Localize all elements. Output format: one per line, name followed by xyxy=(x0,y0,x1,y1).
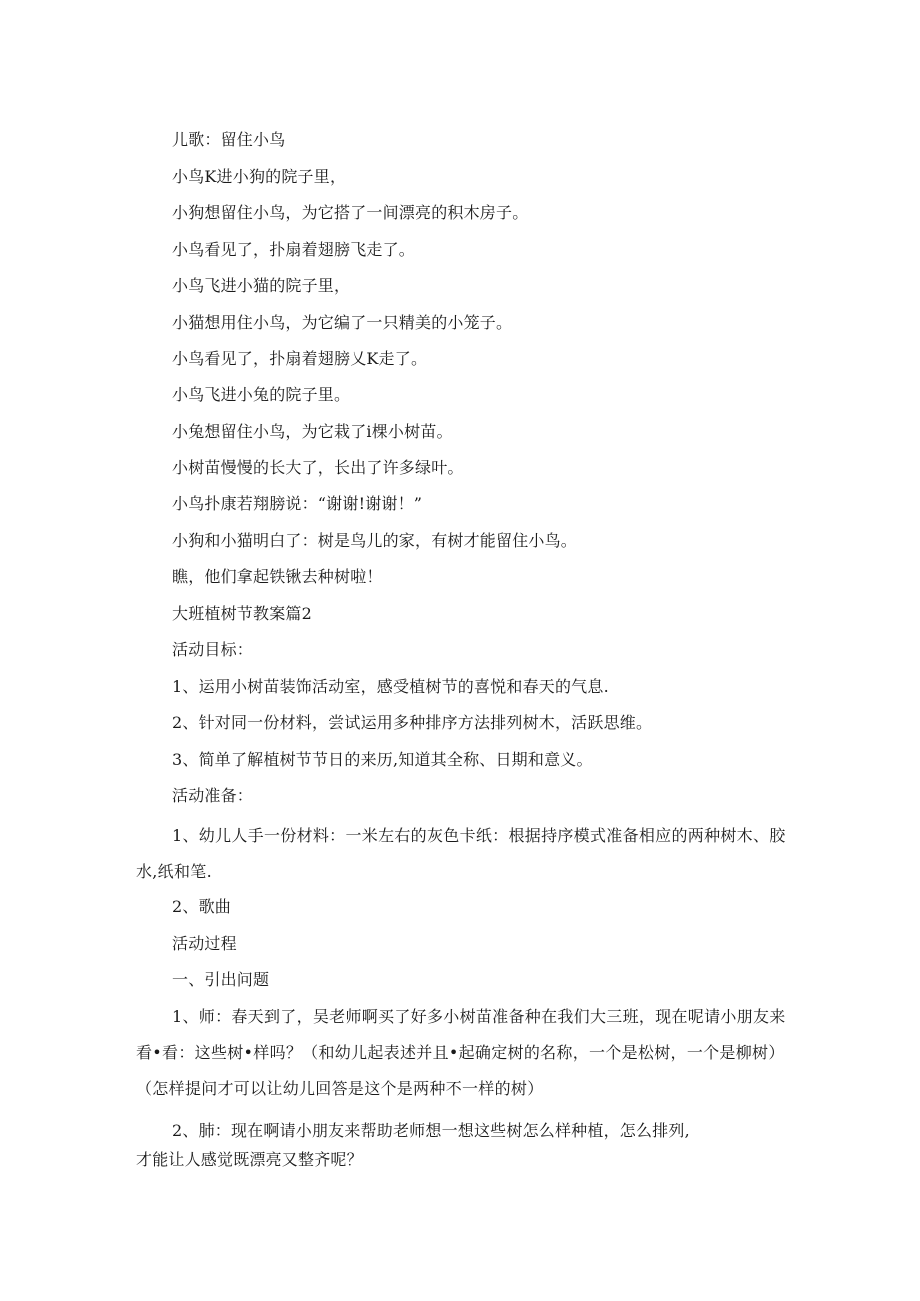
poem-line-11: 小狗和小猫明白了：树是鸟儿的家，有树才能留住小鸟。 xyxy=(172,531,578,550)
poem-line-8: 小兔想留住小鸟，为它栽了i棵小树苗。 xyxy=(172,422,453,441)
poem-line-2: 小狗想留住小鸟，为它搭了一间漂亮的积木房子。 xyxy=(172,203,529,222)
goal-item-3: 3、简单了解植树节节日的来历,知道其全称、日期和意义。 xyxy=(172,750,593,769)
poem-line-1: 小鸟K进小狗的院子里， xyxy=(172,167,347,186)
poem-line-4: 小鸟飞进小猫的院子里， xyxy=(172,276,351,295)
poem-line-12: 瞧，他们拿起铁锹去种树啦！ xyxy=(172,567,383,586)
poem-line-5: 小猫想用住小鸟，为它编了一只精美的小笼子。 xyxy=(172,313,513,332)
goal-item-2: 2、针对同一份材料，尝试运用多种排序方法排列树木，活跃思维。 xyxy=(172,713,653,732)
poem-title: 儿歌：留住小鸟 xyxy=(172,130,286,149)
section-title: 大班植树节教案篇2 xyxy=(172,604,312,623)
prep-item-2: 2、歌曲 xyxy=(172,897,231,916)
poem-line-10: 小鸟扑康若翔膀说：“谢谢!谢谢！” xyxy=(172,494,423,513)
poem-line-3: 小鸟看见了，扑扇着翅膀飞走了。 xyxy=(172,240,416,259)
poem-line-9: 小树苗慢慢的长大了，长出了许多绿叶。 xyxy=(172,458,464,477)
poem-line-7: 小鸟飞进小兔的院子里。 xyxy=(172,385,351,404)
step-item-2-line-2: 才能让人感觉既漂亮又整齐呢？ xyxy=(136,1150,363,1169)
goal-item-1: 1、运用小树苗装饰活动室，感受植树节的喜悦和春天的气息. xyxy=(172,677,609,696)
step-item-2-line-1: 2、肺：现在啊请小朋友来帮助老师想一想这些树怎么样种植，怎么排列, xyxy=(172,1121,690,1140)
prep-heading: 活动准备： xyxy=(172,786,254,805)
prep-item-1: 1、幼儿人手一份材料：一米左右的灰色卡纸：根据持序模式准备相应的两种树木、胶水,纸和笔. xyxy=(136,826,786,881)
goals-heading: 活动目标： xyxy=(172,640,254,659)
process-heading: 活动过程 xyxy=(172,934,237,953)
poem-line-6: 小鸟看见了，扑扇着翅膀乂K走了。 xyxy=(172,349,428,368)
step-item-1: 1、师：春天到了，吴老师啊买了好多小树苗准备种在我们大三班，现在呢请小朋友来看•看：这些树•样吗？（和幼儿起表述并且•起确定树的名称，一个是松树，一个是柳树）（怎样提问才可以让幼儿回答是这个是两种不一样的树） xyxy=(136,1007,786,1098)
step-heading: 一、引出问题 xyxy=(172,970,270,989)
